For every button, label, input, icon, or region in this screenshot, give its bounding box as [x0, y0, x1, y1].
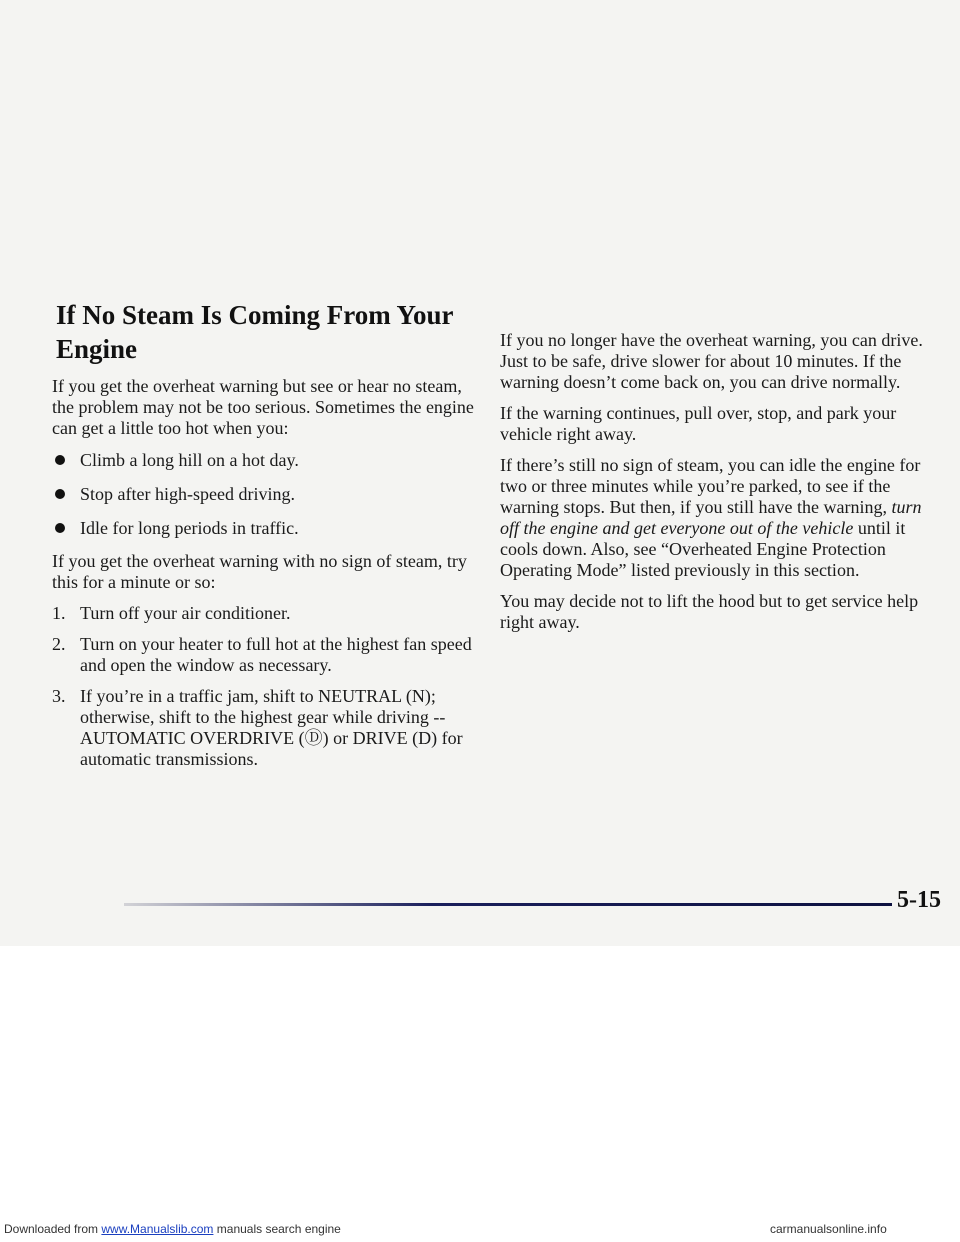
download-footer: Downloaded from www.Manualslib.com manuals search engine: [4, 1222, 341, 1236]
intro-paragraph: If you get the overheat warning but see or hear no steam, the problem may not be too serious. Sometimes the engine can get a little too hot when you:: [52, 376, 474, 438]
manualslib-link[interactable]: www.Manualslib.com: [101, 1222, 214, 1236]
page-number: 5-15: [897, 887, 941, 913]
bullet-icon: [55, 489, 65, 499]
bullet-icon: [55, 455, 65, 465]
section-heading: If No Steam Is Coming From Your Engine: [56, 300, 453, 364]
left-column: [52, 298, 482, 780]
bullet-item: Climb a long hill on a hot day.: [52, 449, 482, 471]
steps-lead: If you get the overheat warning with no sign of steam, try this for a minute or so:: [52, 551, 467, 592]
watermark: carmanualsonline.info: [770, 1222, 887, 1236]
right-column: [500, 330, 944, 643]
bullet-icon: [55, 523, 65, 533]
step-item: 2. Turn on your heater to full hot at the highest fan speed and open the window as necessary.: [52, 634, 472, 675]
paragraph: You may decide not to lift the hood but to get service help right away.: [500, 591, 919, 632]
step-item: 1. Turn off your air conditioner.: [52, 603, 291, 623]
bullet-item: Idle for long periods in traffic.: [52, 517, 482, 539]
paragraph: If you no longer have the overheat warning, you can drive. Just to be safe, drive slower for about 10 minutes. If the warning doesn’t come back on, you can drive normally.: [500, 330, 923, 392]
footer-rule: [124, 903, 892, 906]
paragraph: If the warning continues, pull over, stop, and park your vehicle right away.: [500, 403, 897, 444]
paragraph: If there’s still no sign of steam, you can idle the engine for two or three minutes while you’re parked, to see if the warning stops. But then, if you still have the warning, turn off the engine and get everyone out of the vehicle until it cools down. Also, see “Overheated Engine Protection Operating Mode” listed previously in this section.: [500, 455, 922, 580]
bullet-item: Stop after high-speed driving.: [52, 483, 482, 505]
step-item: 3. If you’re in a traffic jam, shift to NEUTRAL (N); otherwise, shift to the highest gear while driving -- AUTOMATIC OVERDRIVE (Ⓓ) or DRIVE (D) for automatic transmissions.: [52, 686, 463, 769]
